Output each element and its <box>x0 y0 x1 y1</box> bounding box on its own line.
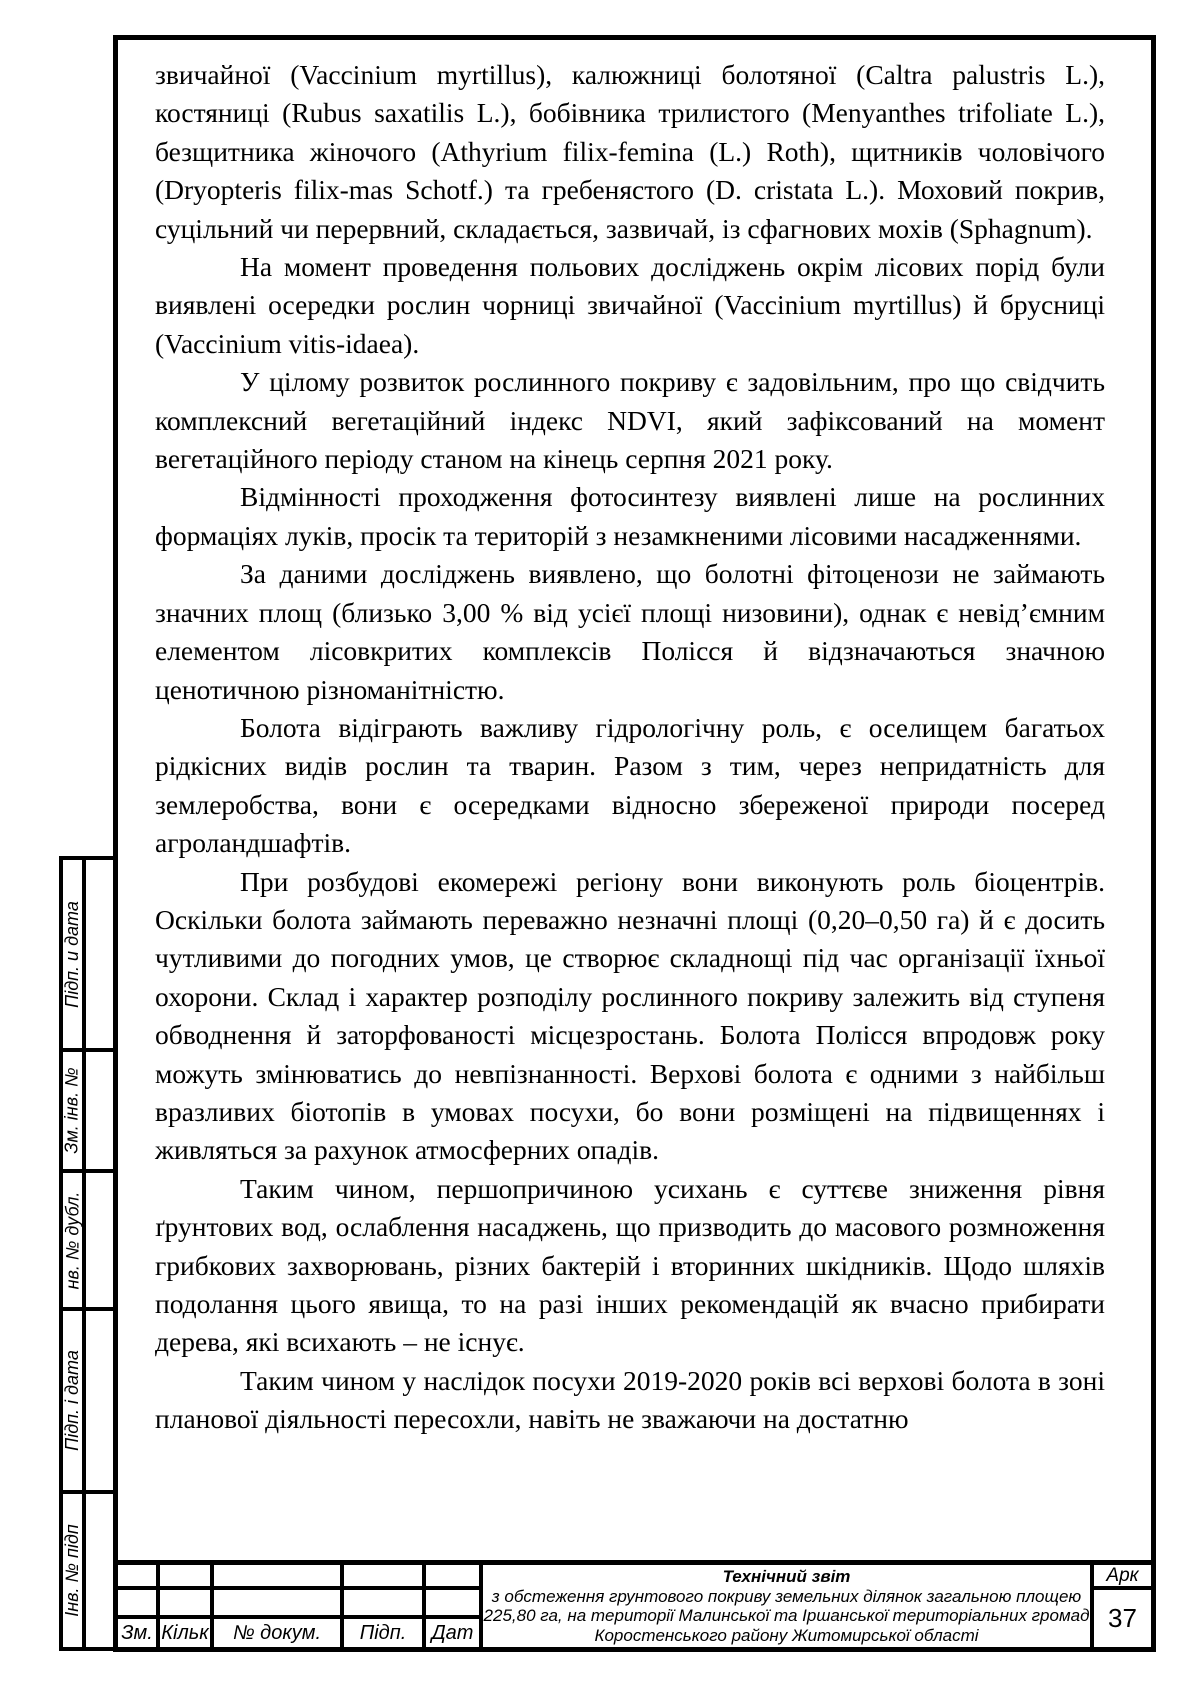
stamp-empty-cell <box>214 1565 344 1590</box>
left-stamp-column <box>59 856 117 1651</box>
stamp-label-text: Зм. інв. № <box>62 1067 82 1154</box>
stamp-cell-label <box>63 1494 86 1647</box>
stamp-empty-cell <box>118 1565 160 1590</box>
stamp-label-text: Інв. № підп <box>62 1524 82 1617</box>
stamp-title-line2: з обстеження грунтового покриву земельних ділянок загальною площею <box>491 1586 1082 1606</box>
stamp-cell <box>63 860 113 1052</box>
stamp-col-dat: Дат <box>426 1619 483 1647</box>
stamp-cell-value <box>86 1052 113 1169</box>
stamp-cell <box>63 1494 113 1647</box>
stamp-empty-cell <box>160 1565 214 1590</box>
stamp-cell-label <box>63 1173 86 1307</box>
stamp-cell <box>63 1052 113 1173</box>
stamp-empty-cell <box>344 1590 426 1619</box>
stamp-cell-value <box>86 860 113 1048</box>
paragraph: Болота відіграють важливу гідрологічну роль, є оселищем багатьох рідкісних видів рослин та тварин. Разом з тим, через непридатність для землеробства, вони є осередками відносно збереженої природи посеред агроландшафтів. <box>155 711 1105 859</box>
stamp-title-line3: 225,80 га, на території Малинської та Іршанської територіальних громад <box>483 1606 1090 1625</box>
body-text <box>155 56 1105 1439</box>
stamp-empty-cell <box>426 1590 483 1619</box>
paragraph: звичайної (Vaccinium myrtillus), калюжниці болотяної (Caltra palustris L.), костяниці (Rubus saxatilis L.), бобівника трилистого (Menyanthes trifoliate L.), безщитника жіночого (Athyrium filix-femina (L.) Roth), щитників чоловічого (Dryopteris filix-mas Schotf.) та гребенястого (D. cristata L.). Моховий покрив, суцільний чи перервний, складається, зазвичай, із сфагнових мохів (Sphagnum). <box>155 59 1105 244</box>
stamp-cell <box>63 1311 113 1494</box>
stamp-empty-cell <box>118 1590 160 1619</box>
stamp-col-kilk: Кільк <box>160 1619 214 1647</box>
stamp-title-line4: Коростенського району Житомирської області <box>594 1625 979 1645</box>
paragraph: На момент проведення польових досліджень окрім лісових порід були виявлені осередки рослин чорниці звичайної (Vaccinium myrtillus) й брусниці (Vaccinium vitis-idaea). <box>155 251 1105 359</box>
paragraph: Таким чином у наслідок посухи 2019-2020 років всі верхові болота в зоні планової діяльності пересохли, навіть не зважаючи на достатню <box>155 1364 1105 1435</box>
stamp-cell-label <box>63 860 86 1048</box>
title-block <box>118 1560 1151 1647</box>
stamp-cell-label <box>63 1311 86 1490</box>
stamp-title-line1: Технічний звіт <box>722 1567 851 1586</box>
stamp-empty-cell <box>426 1565 483 1590</box>
paragraph: Таким чином, першопричиною усихань є суттєве зниження рівня ґрунтових вод, ослаблення насаджень, що призводить до масового розмноження грибкових захворювань, різних бактерій і вторинних шкідників. Щодо шляхів подолання цього явища, то на разі інших рекомендацій як вчасно прибирати дерева, які всихають – не існує. <box>155 1172 1105 1358</box>
stamp-cell-value <box>86 1494 113 1647</box>
paragraph: За даними досліджень виявлено, що болотні фітоценози не займають значних площ (близько 3,00 % від усієї площі низовини), однак є невід’ємним елементом лісовкритих комплексів Полісся й відзначаються значною ценотичною різноманітністю. <box>155 558 1105 705</box>
paragraph: При розбудові екомережі регіону вони виконують роль біоцентрів. Оскільки болота займають переважно незначні площі (0,20–0,50 га) й є досить чутливими до погодних умов, це створює складнощі під час організації їхньої охорони. Склад і характер розподілу рослинного покриву залежить від ступеня обводнення й заторфованості місцезростань. Болота Полісся впродовж року можуть змінюватись до невпізнанності. Верхові болота є одними з найбільш вразливих біотопів в умовах посухи, бо вони розміщені на підвищеннях і живляться за рахунок атмосферних опадів. <box>155 865 1105 1166</box>
stamp-label-text: нв. № дубл. <box>62 1191 83 1289</box>
document-frame <box>113 35 1156 1652</box>
stamp-empty-cell <box>344 1565 426 1590</box>
stamp-empty-cell <box>160 1590 214 1619</box>
stamp-cell-value <box>86 1173 113 1307</box>
stamp-cell-value <box>86 1311 113 1490</box>
stamp-col-dokum: № докум. <box>214 1619 344 1647</box>
stamp-label-text: Підп. и дата <box>62 900 82 1008</box>
sheet-number: 37 <box>1108 1603 1137 1633</box>
paragraph: У цілому розвиток рослинного покриву є задовільним, про що свідчить комплексний вегетаційний індекс NDVI, який зафіксований на момент вегетаційного періоду станом на кінець серпня 2021 року. <box>155 366 1105 475</box>
stamp-cell <box>63 1173 113 1311</box>
paragraph: Відмінності проходження фотосинтезу виявлені лише на рослинних формаціях луків, просік та територій з незамкненими лісовими насадженнями. <box>155 481 1105 551</box>
sheet-label: Арк <box>1094 1565 1151 1590</box>
stamp-col-pidp: Підп. <box>344 1619 426 1647</box>
stamp-label-text: Підп. і дата <box>62 1350 83 1451</box>
stamp-empty-cell <box>214 1590 344 1619</box>
stamp-cell-label <box>63 1052 86 1169</box>
stamp-col-zm: Зм. <box>118 1619 160 1647</box>
stamp-document-title <box>483 1565 1094 1647</box>
